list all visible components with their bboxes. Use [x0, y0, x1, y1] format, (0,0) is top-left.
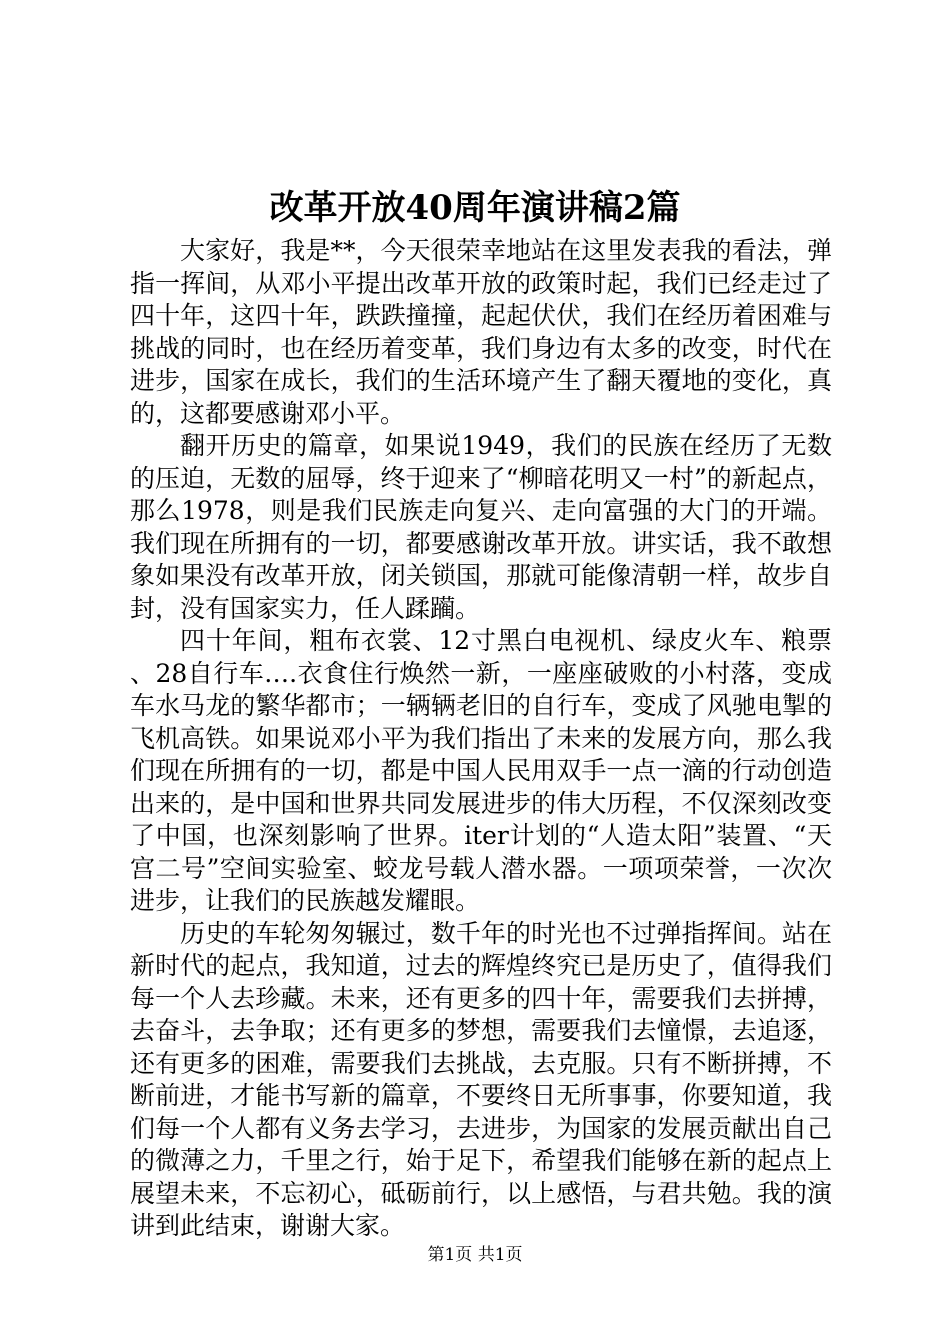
page-title: 改革开放40周年演讲稿2篇: [269, 188, 681, 228]
paragraph-1: 大家好，我是**，今天很荣幸地站在这里发表我的看法，弹指一挥间，从邓小平提出改革开放的政策时起，我们已经走过了四十年，这四十年，跌跌撞撞，起起伏伏，我们在经历着困难与挑战的同时，也在经历着变革，我们身边有太多的改变，时代在进步，国家在成长，我们的生活环境产生了翻天覆地的变化，真的，这都要感谢邓小平。: [130, 236, 832, 428]
page-total: 共1页: [477, 1245, 523, 1265]
page-footer: [0, 1243, 950, 1267]
paragraph-2: 翻开历史的篇章，如果说1949，我们的民族在经历了无数的压迫，无数的屈辱，终于迎来了“柳暗花明又一村”的新起点，那么1978，则是我们民族走向复兴、走向富强的大门的开端。我们现在所拥有的一切，都要感谢改革开放。讲实话，我不敢想象如果没有改革开放，闭关锁国，那就可能像清朝一样，故步自封，没有国家实力，任人蹂躏。: [130, 431, 832, 623]
paragraph-4: 历史的车轮匆匆辗过，数千年的时光也不过弹指挥间。站在新时代的起点，我知道，过去的辉煌终究已是历史了，值得我们每一个人去珍藏。未来，还有更多的四十年，需要我们去拼搏，去奋斗，去争取；还有更多的梦想，需要我们去憧憬，去追逐，还有更多的困难，需要我们去挑战，去克服。只有不断拼搏，不断前进，才能书写新的篇章，不要终日无所事事，你要知道，我们每一个人都有义务去学习，去进步，为国家的发展贡献出自己的微薄之力，千里之行，始于足下，希望我们能够在新的起点上展望未来，不忘初心，砥砺前行，以上感悟，与君共勉。我的演讲到此结束，谢谢大家。: [130, 918, 832, 1240]
page-number: 第1页: [427, 1245, 473, 1265]
paragraph-3: 四十年间，粗布衣裳、12寸黑白电视机、绿皮火车、粮票、28自行车….衣食住行焕然一新，一座座破败的小村落，变成车水马龙的繁华都市；一辆辆老旧的自行车，变成了风驰电掣的飞机高铁。如果说邓小平为我们指出了未来的发展方向，那么我们现在所拥有的一切，都是中国人民用双手一点一滴的行动创造出来的，是中国和世界共同发展进步的伟大历程，不仅深刻改变了中国，也深刻影响了世界。iter计划的“人造太阳”装置、“天宫二号”空间实验室、蛟龙号载人潜水器。一项项荣誉，一次次进步，让我们的民族越发耀眼。: [130, 626, 832, 915]
document-body: [130, 235, 832, 1243]
